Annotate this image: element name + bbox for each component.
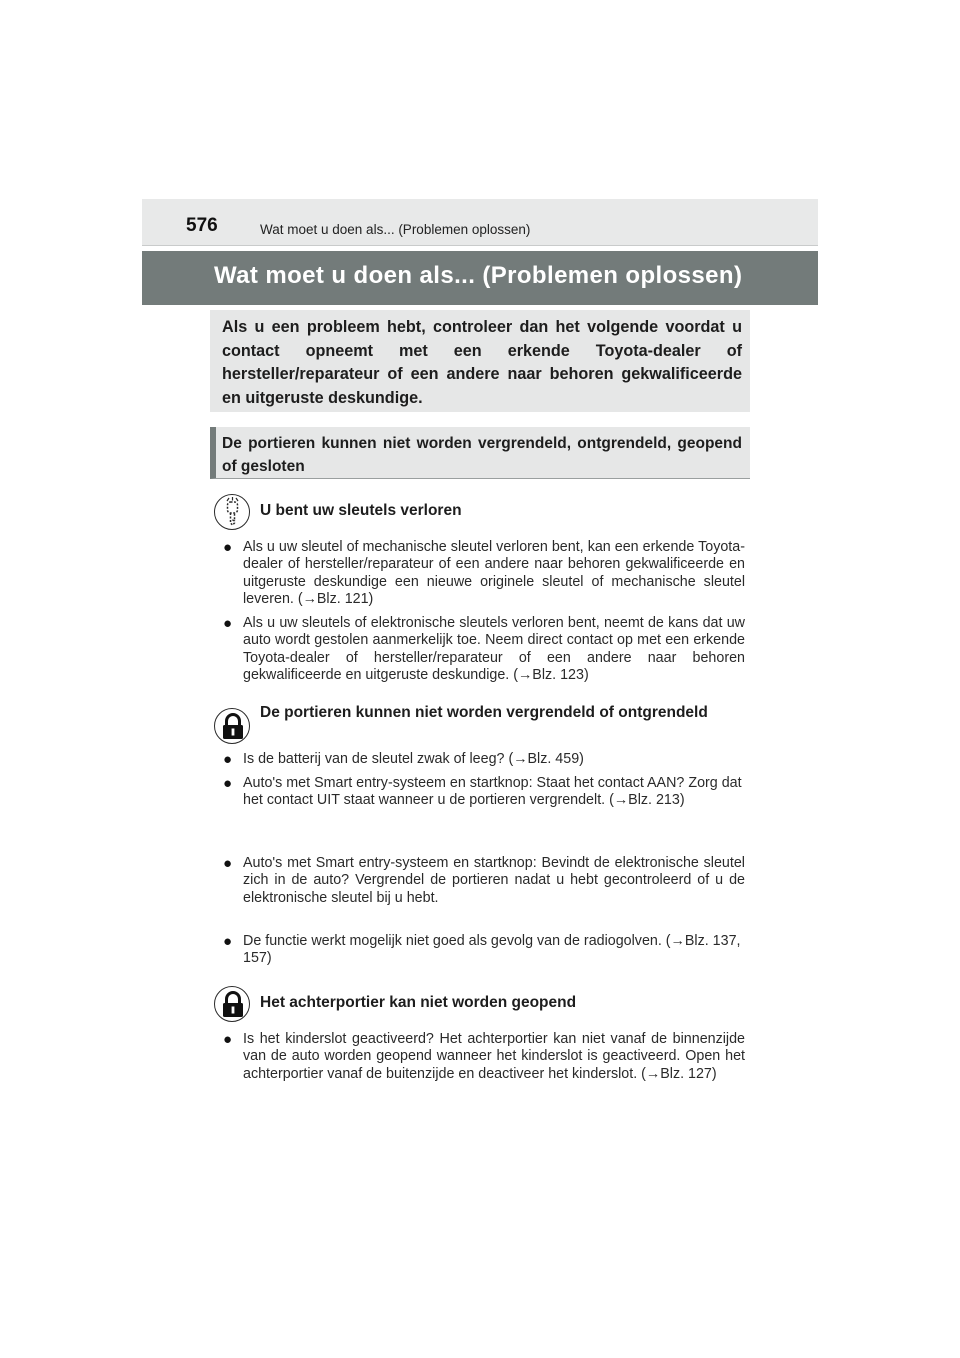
- list-item: Is het kinderslot geactiveerd? Het achterportier kan niet vanaf de binnenzijde van de auto worden geopend wanneer het kinderslot is geactiveerd. Open het achterportier vanaf de buitenzijde en deactiveer het kinderslot. (→Blz. 127): [243, 1031, 745, 1082]
- bullet: ●: [223, 539, 233, 556]
- subsection-heading: U bent uw sleutels verloren: [260, 502, 462, 519]
- bullet: ●: [223, 1031, 233, 1048]
- list-item: Auto's met Smart entry-systeem en startknop: Bevindt de elektronische sleutel zich in de auto? Vergrendel de portieren nadat u hebt gecontroleerd of u de elektronische sleutel bij u hebt.: [243, 855, 745, 906]
- bullet: ●: [223, 855, 233, 872]
- padlock-icon: [214, 708, 250, 744]
- running-title: Wat moet u doen als... (Problemen oplossen): [260, 222, 531, 237]
- key-icon: [214, 494, 250, 530]
- padlock-icon: [214, 986, 250, 1022]
- list-item: Als u uw sleutel of mechanische sleutel verloren bent, kan een erkende Toyota-dealer of hersteller/reparateur of een andere naar behoren gekwalificeerde en uitgeruste deskundige een nieuwe originele sleutel of mechanische sleutel leveren. (→Blz. 121): [243, 539, 745, 607]
- bullet: ●: [223, 615, 233, 632]
- page-title: Wat moet u doen als... (Problemen oplossen): [214, 262, 743, 289]
- page-number: 576: [186, 215, 218, 236]
- section-heading: De portieren kunnen niet worden vergrendeld, ontgrendeld, geopend of gesloten: [222, 435, 742, 475]
- bullet: ●: [223, 933, 233, 950]
- bullet: ●: [223, 775, 233, 792]
- list-item: Auto's met Smart entry-systeem en startknop: Staat het contact AAN? Zorg dat het contact UIT staat wanneer u de portieren vergrendelt. (→Blz. 213): [243, 775, 742, 809]
- list-item: De functie werkt mogelijk niet goed als gevolg van de radiogolven. (→Blz. 137, 157): [243, 933, 741, 967]
- list-item: Als u uw sleutels of elektronische sleutels verloren bent, neemt de kans dat uw auto wordt gestolen aanmerkelijk toe. Neem direct contact op met een erkende Toyota-dealer of hersteller/reparateur of een andere naar behoren gekwalificeerde en uitgeruste deskundige. (→Blz. 123): [243, 615, 745, 683]
- subsection-heading: Het achterportier kan niet worden geopend: [260, 994, 577, 1011]
- subsection-heading: De portieren kunnen niet worden vergrendeld of ontgrendeld: [260, 704, 708, 721]
- intro-text: Als u een probleem hebt, controleer dan het volgende voordat u contact opneemt met een erkende Toyota-dealer of hersteller/reparateur of een andere naar behoren gekwalificeerde en uitgeruste deskundige.: [222, 318, 742, 407]
- list-item: Is de batterij van de sleutel zwak of leeg? (→Blz. 459): [243, 751, 584, 767]
- bullet: ●: [223, 751, 233, 768]
